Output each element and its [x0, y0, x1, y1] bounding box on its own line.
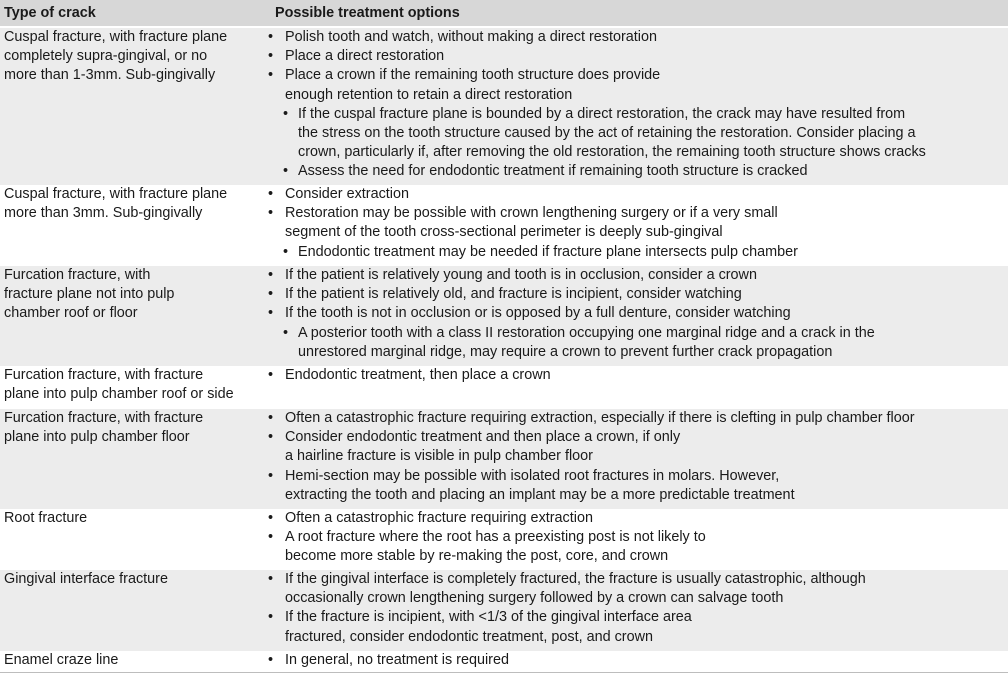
- option-text: [298, 243, 1008, 262]
- crack-type-line: Root fracture: [4, 510, 88, 526]
- option-line: crown, particularly if, after removing the old restoration, the remaining tooth structure shows cracks: [298, 144, 926, 161]
- bullet-icon: •: [268, 205, 274, 222]
- table-row: [0, 366, 1008, 409]
- option-text: [298, 324, 1008, 362]
- option-line: A root fracture where the root has a preexisting post is not likely to: [285, 529, 706, 546]
- treatment-options-cell: [268, 266, 1008, 362]
- bullet-icon: •: [268, 67, 274, 84]
- option-text: [285, 266, 1008, 285]
- option-line: unrestored marginal ridge, may require a crown to prevent further crack propagation: [298, 343, 833, 360]
- option-line: If the patient is relatively old, and fracture is incipient, consider watching: [285, 286, 742, 303]
- treatment-options-cell: [268, 366, 1008, 385]
- header-treatment-options: Possible treatment options: [275, 5, 460, 21]
- option-text: [285, 304, 1008, 323]
- option-line: If the gingival interface is completely fractured, the fracture is usually catastrophic, although: [285, 571, 866, 587]
- bullet-icon: •: [268, 529, 274, 546]
- bullet-icon: •: [268, 429, 274, 446]
- crack-type-line: completely supra-gingival, or no: [4, 48, 208, 65]
- crack-type-cell: [4, 409, 266, 447]
- option-line: the stress on the tooth structure caused by the act of retaining the restoration. Consider placing a: [298, 125, 916, 142]
- bullet-icon: •: [268, 410, 274, 426]
- list-item: [268, 409, 1008, 428]
- crack-type-cell: [4, 28, 266, 86]
- crack-type-line: Furcation fracture, with fracture: [4, 367, 204, 383]
- option-line: Place a crown if the remaining tooth structure does provide: [285, 67, 661, 84]
- table-row: [0, 266, 1008, 366]
- option-line: Polish tooth and watch, without making a direct restoration: [285, 29, 657, 45]
- crack-type-line: Furcation fracture, with: [4, 267, 151, 283]
- option-line: enough retention to retain a direct restoration: [285, 86, 573, 103]
- option-line: occasionally crown lengthening surgery followed by a crown can salvage tooth: [285, 590, 784, 607]
- crack-type-line: Cuspal fracture, with fracture plane: [4, 29, 228, 45]
- bullet-icon: •: [268, 186, 274, 202]
- option-text: [285, 428, 1008, 466]
- option-text: [285, 204, 1008, 242]
- treatment-options-cell: [268, 28, 1008, 182]
- list-item: [268, 509, 1008, 528]
- bullet-icon: •: [283, 105, 289, 122]
- table-bottom-rule: [0, 672, 1008, 673]
- option-text: [285, 570, 1008, 608]
- crack-type-line: Gingival interface fracture: [4, 571, 168, 587]
- header-type-of-crack: Type of crack: [4, 5, 96, 21]
- option-text: [298, 105, 1008, 163]
- crack-type-line: chamber roof or floor: [4, 305, 138, 322]
- option-line: Consider extraction: [285, 186, 409, 202]
- crack-type-cell: [4, 266, 266, 324]
- option-line: Assess the need for endodontic treatment if remaining tooth structure is cracked: [298, 163, 808, 180]
- crack-type-cell: [4, 509, 266, 528]
- list-item: [268, 204, 1008, 242]
- crack-type-cell: [4, 651, 266, 670]
- option-text: [285, 66, 1008, 104]
- list-item: [268, 285, 1008, 304]
- treatment-options-cell: [268, 409, 1008, 505]
- bullet-icon: •: [268, 571, 274, 587]
- option-line: Often a catastrophic fracture requiring extraction, especially if there is clefting in pulp chamber floor: [285, 410, 915, 426]
- option-text: [285, 47, 1008, 66]
- option-text: [285, 409, 1008, 428]
- option-line: Often a catastrophic fracture requiring extraction: [285, 510, 593, 526]
- option-line: Place a direct restoration: [285, 48, 445, 65]
- bullet-icon: •: [268, 609, 274, 626]
- sub-list-item: [268, 243, 1008, 262]
- option-text: [285, 185, 1008, 204]
- crack-type-line: more than 3mm. Sub-gingivally: [4, 205, 203, 222]
- bullet-icon: •: [268, 367, 274, 383]
- option-text: [285, 467, 1008, 505]
- bullet-icon: •: [268, 48, 274, 65]
- option-text: [298, 162, 1008, 181]
- sub-list-item: [268, 162, 1008, 181]
- option-line: segment of the tooth cross-sectional perimeter is deeply sub-gingival: [285, 224, 723, 241]
- option-line: If the patient is relatively young and tooth is in occlusion, consider a crown: [285, 267, 757, 283]
- crack-type-cell: [4, 570, 266, 589]
- table-row: [0, 509, 1008, 570]
- crack-type-cell: [4, 185, 266, 223]
- table-row: [0, 185, 1008, 266]
- sub-list-item: [268, 105, 1008, 163]
- option-text: [285, 285, 1008, 304]
- option-text: [285, 651, 1008, 670]
- option-line: If the fracture is incipient, with <1/3 of the gingival interface area: [285, 609, 692, 626]
- bullet-icon: •: [283, 324, 289, 341]
- table-row: [0, 28, 1008, 185]
- list-item: [268, 651, 1008, 670]
- option-text: [285, 366, 1008, 385]
- treatment-options-cell: [268, 651, 1008, 670]
- option-line: If the tooth is not in occlusion or is opposed by a full denture, consider watching: [285, 305, 791, 322]
- option-line: fractured, consider endodontic treatment, post, and crown: [285, 628, 653, 645]
- list-item: [268, 28, 1008, 47]
- crack-type-line: fracture plane not into pulp: [4, 286, 175, 303]
- crack-type-line: plane into pulp chamber floor: [4, 429, 190, 446]
- list-item: [268, 570, 1008, 608]
- crack-type-line: more than 1-3mm. Sub-gingivally: [4, 67, 216, 84]
- bullet-icon: •: [283, 243, 289, 260]
- list-item: [268, 608, 1008, 646]
- option-line: In general, no treatment is required: [285, 652, 509, 668]
- option-text: [285, 608, 1008, 646]
- bullet-icon: •: [268, 286, 274, 303]
- crack-type-line: plane into pulp chamber roof or side: [4, 386, 234, 403]
- option-line: A posterior tooth with a class II restoration occupying one marginal ridge and a crack in the: [298, 324, 875, 341]
- option-line: Hemi-section may be possible with isolated root fractures in molars. However,: [285, 467, 780, 484]
- option-line: extracting the tooth and placing an implant may be a more predictable treatment: [285, 486, 795, 503]
- list-item: [268, 528, 1008, 566]
- option-line: a hairline fracture is visible in pulp chamber floor: [285, 448, 593, 465]
- treatment-options-cell: [268, 570, 1008, 647]
- option-line: become more stable by re-making the post, core, and crown: [285, 548, 669, 565]
- bullet-icon: •: [268, 510, 274, 526]
- bullet-icon: •: [268, 652, 274, 668]
- table-row: [0, 409, 1008, 509]
- bullet-icon: •: [268, 29, 274, 45]
- list-item: [268, 304, 1008, 323]
- list-item: [268, 266, 1008, 285]
- sub-list-item: [268, 324, 1008, 362]
- bullet-icon: •: [268, 267, 274, 283]
- crack-type-line: Cuspal fracture, with fracture plane: [4, 186, 228, 202]
- list-item: [268, 66, 1008, 104]
- list-item: [268, 428, 1008, 466]
- list-item: [268, 47, 1008, 66]
- option-line: If the cuspal fracture plane is bounded by a direct restoration, the crack may have resulted from: [298, 105, 906, 122]
- option-line: Endodontic treatment may be needed if fracture plane intersects pulp chamber: [298, 243, 798, 260]
- option-line: Restoration may be possible with crown lengthening surgery or if a very small: [285, 205, 778, 222]
- option-line: Endodontic treatment, then place a crown: [285, 367, 551, 383]
- bullet-icon: •: [283, 163, 289, 180]
- option-line: Consider endodontic treatment and then place a crown, if only: [285, 429, 681, 446]
- table-header: [0, 0, 1008, 26]
- treatment-options-cell: [268, 509, 1008, 567]
- treatment-options-cell: [268, 185, 1008, 262]
- crack-type-cell: [4, 366, 266, 404]
- list-item: [268, 467, 1008, 505]
- crack-type-line: Furcation fracture, with fracture: [4, 410, 204, 426]
- table-row: [0, 570, 1008, 651]
- crack-type-line: Enamel craze line: [4, 652, 119, 668]
- table-row: [0, 651, 1008, 674]
- option-text: [285, 528, 1008, 566]
- list-item: [268, 185, 1008, 204]
- list-item: [268, 366, 1008, 385]
- bullet-icon: •: [268, 305, 274, 322]
- bullet-icon: •: [268, 467, 274, 484]
- option-text: [285, 28, 1008, 47]
- option-text: [285, 509, 1008, 528]
